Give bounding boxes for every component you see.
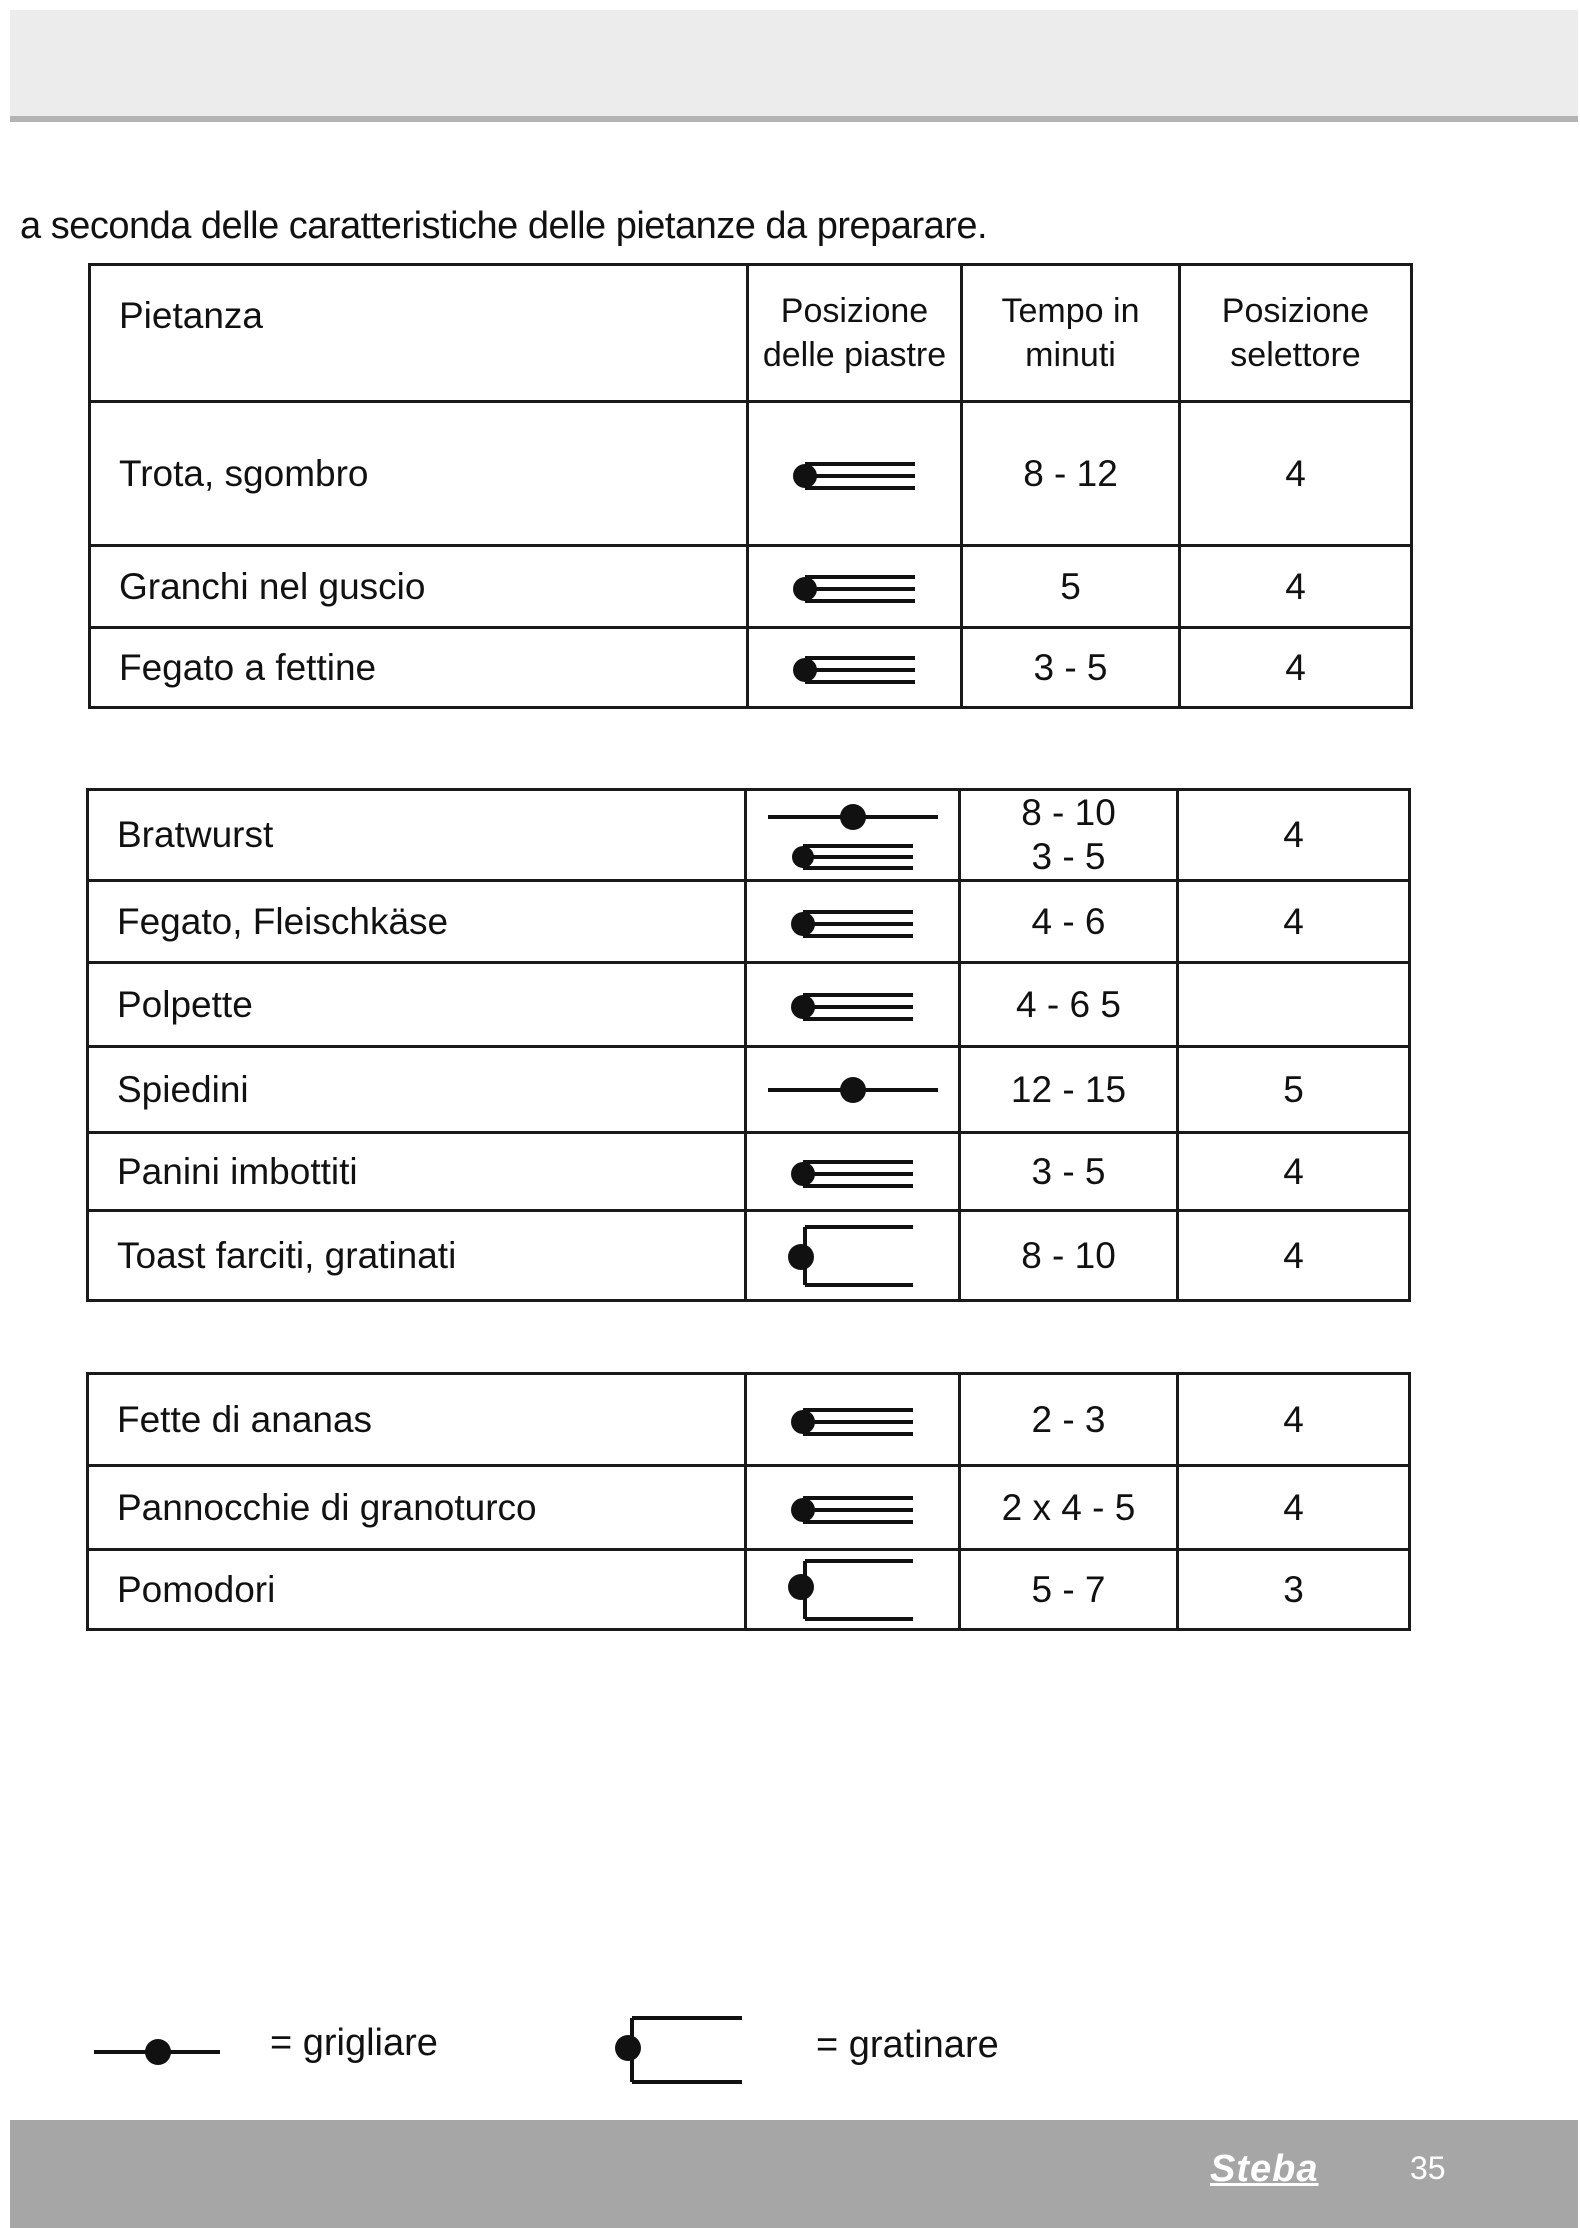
- header-time: Tempo in minuti: [962, 265, 1180, 402]
- plates-closed-icon: [783, 1488, 923, 1528]
- dish-name: Pannocchie di granoturco: [88, 1466, 746, 1550]
- plate-cell: [748, 546, 962, 628]
- time-cell: [960, 790, 1178, 881]
- grill-open-icon: [763, 1070, 943, 1110]
- dish-name: Fegato a fettine: [90, 628, 748, 708]
- selector-cell: 3: [1178, 1550, 1410, 1630]
- dish-name: Spiedini: [88, 1047, 746, 1133]
- table-row: [88, 790, 1410, 881]
- dish-name: Fegato, Fleischkäse: [88, 881, 746, 963]
- plates-closed-icon: [785, 648, 925, 688]
- cooking-table-meat: [86, 788, 1411, 1302]
- time-cell: 12 - 15: [960, 1047, 1178, 1133]
- grill-legend-icon: [92, 2032, 222, 2072]
- time-grill: 8 - 10: [1021, 792, 1116, 833]
- selector-cell: 4: [1180, 402, 1412, 546]
- plates-closed-icon: [785, 454, 925, 494]
- table-row: [90, 628, 1412, 708]
- plates-closed-icon: [783, 985, 923, 1025]
- cooking-table-fish: [88, 263, 1413, 709]
- plate-cell: [746, 1133, 960, 1211]
- plate-cell: [748, 402, 962, 546]
- plate-cell: [746, 1466, 960, 1550]
- table-row: [90, 546, 1412, 628]
- time-cell: 5 - 7: [960, 1550, 1178, 1630]
- gratin-legend-icon: [608, 2012, 748, 2088]
- table-row: [88, 1374, 1410, 1466]
- selector-cell: 4: [1178, 1211, 1410, 1301]
- table-row: [88, 881, 1410, 963]
- table-row: [88, 1466, 1410, 1550]
- selector-cell: 4: [1180, 546, 1412, 628]
- time-cell: 8 - 12: [962, 402, 1180, 546]
- plate-cell: [746, 1374, 960, 1466]
- plate-cell: [746, 963, 960, 1047]
- plate-cell: [746, 1047, 960, 1133]
- dish-name: Trota, sgombro: [90, 402, 748, 546]
- intro-text: a seconda delle caratteristiche delle pietanze da preparare.: [20, 205, 988, 247]
- grill-open-icon: [763, 797, 943, 837]
- time-closed: 3 - 5: [1031, 836, 1106, 877]
- plates-closed-icon: [783, 837, 923, 873]
- time-cell: 4 - 6 5: [960, 963, 1178, 1047]
- header-band: [10, 10, 1578, 122]
- plate-cell: [746, 1211, 960, 1301]
- plates-closed-icon: [785, 567, 925, 607]
- table-header-row: [90, 265, 1412, 402]
- dish-name: Panini imbottiti: [88, 1133, 746, 1211]
- plate-cell: [746, 881, 960, 963]
- plates-closed-icon: [783, 1152, 923, 1192]
- plates-closed-icon: [783, 902, 923, 942]
- table-row: [88, 963, 1410, 1047]
- dish-name: Bratwurst: [88, 790, 746, 881]
- selector-cell: 4: [1178, 1374, 1410, 1466]
- footer-band: [10, 2120, 1578, 2228]
- time-cell: 2 x 4 - 5: [960, 1466, 1178, 1550]
- dish-name: Toast farciti, gratinati: [88, 1211, 746, 1301]
- plates-closed-icon: [783, 1400, 923, 1440]
- time-cell: 2 - 3: [960, 1374, 1178, 1466]
- plate-cell: [746, 1550, 960, 1630]
- plate-cell: [746, 790, 960, 881]
- gratin-icon: [783, 1221, 923, 1291]
- legend-grill: = grigliare: [270, 2022, 438, 2064]
- table-row: [88, 1133, 1410, 1211]
- header-dish: Pietanza: [90, 265, 748, 402]
- time-cell: 8 - 10: [960, 1211, 1178, 1301]
- selector-cell: 5: [1178, 1047, 1410, 1133]
- table-row: [90, 402, 1412, 546]
- time-cell: 5: [962, 546, 1180, 628]
- gratin-icon: [783, 1555, 923, 1625]
- table-row: [88, 1047, 1410, 1133]
- selector-cell: 4: [1180, 628, 1412, 708]
- selector-cell: [1178, 963, 1410, 1047]
- cooking-table-vegetables: [86, 1372, 1411, 1631]
- dish-name: Polpette: [88, 963, 746, 1047]
- table-row: [88, 1211, 1410, 1301]
- time-cell: 3 - 5: [960, 1133, 1178, 1211]
- legend-gratin: = gratinare: [816, 2024, 999, 2066]
- time-cell: 3 - 5: [962, 628, 1180, 708]
- header-plate-position: Posizione delle piastre: [748, 265, 962, 402]
- selector-cell: 4: [1178, 881, 1410, 963]
- table-row: [88, 1550, 1410, 1630]
- brand-logo: Steba: [1210, 2148, 1319, 2190]
- dish-name: Pomodori: [88, 1550, 746, 1630]
- plate-cell: [748, 628, 962, 708]
- dish-name: Granchi nel guscio: [90, 546, 748, 628]
- page-number: 35: [1410, 2150, 1446, 2186]
- selector-cell: 4: [1178, 790, 1410, 881]
- time-cell: 4 - 6: [960, 881, 1178, 963]
- selector-cell: 4: [1178, 1466, 1410, 1550]
- dish-name: Fette di ananas: [88, 1374, 746, 1466]
- header-selector: Posizione selettore: [1180, 265, 1412, 402]
- selector-cell: 4: [1178, 1133, 1410, 1211]
